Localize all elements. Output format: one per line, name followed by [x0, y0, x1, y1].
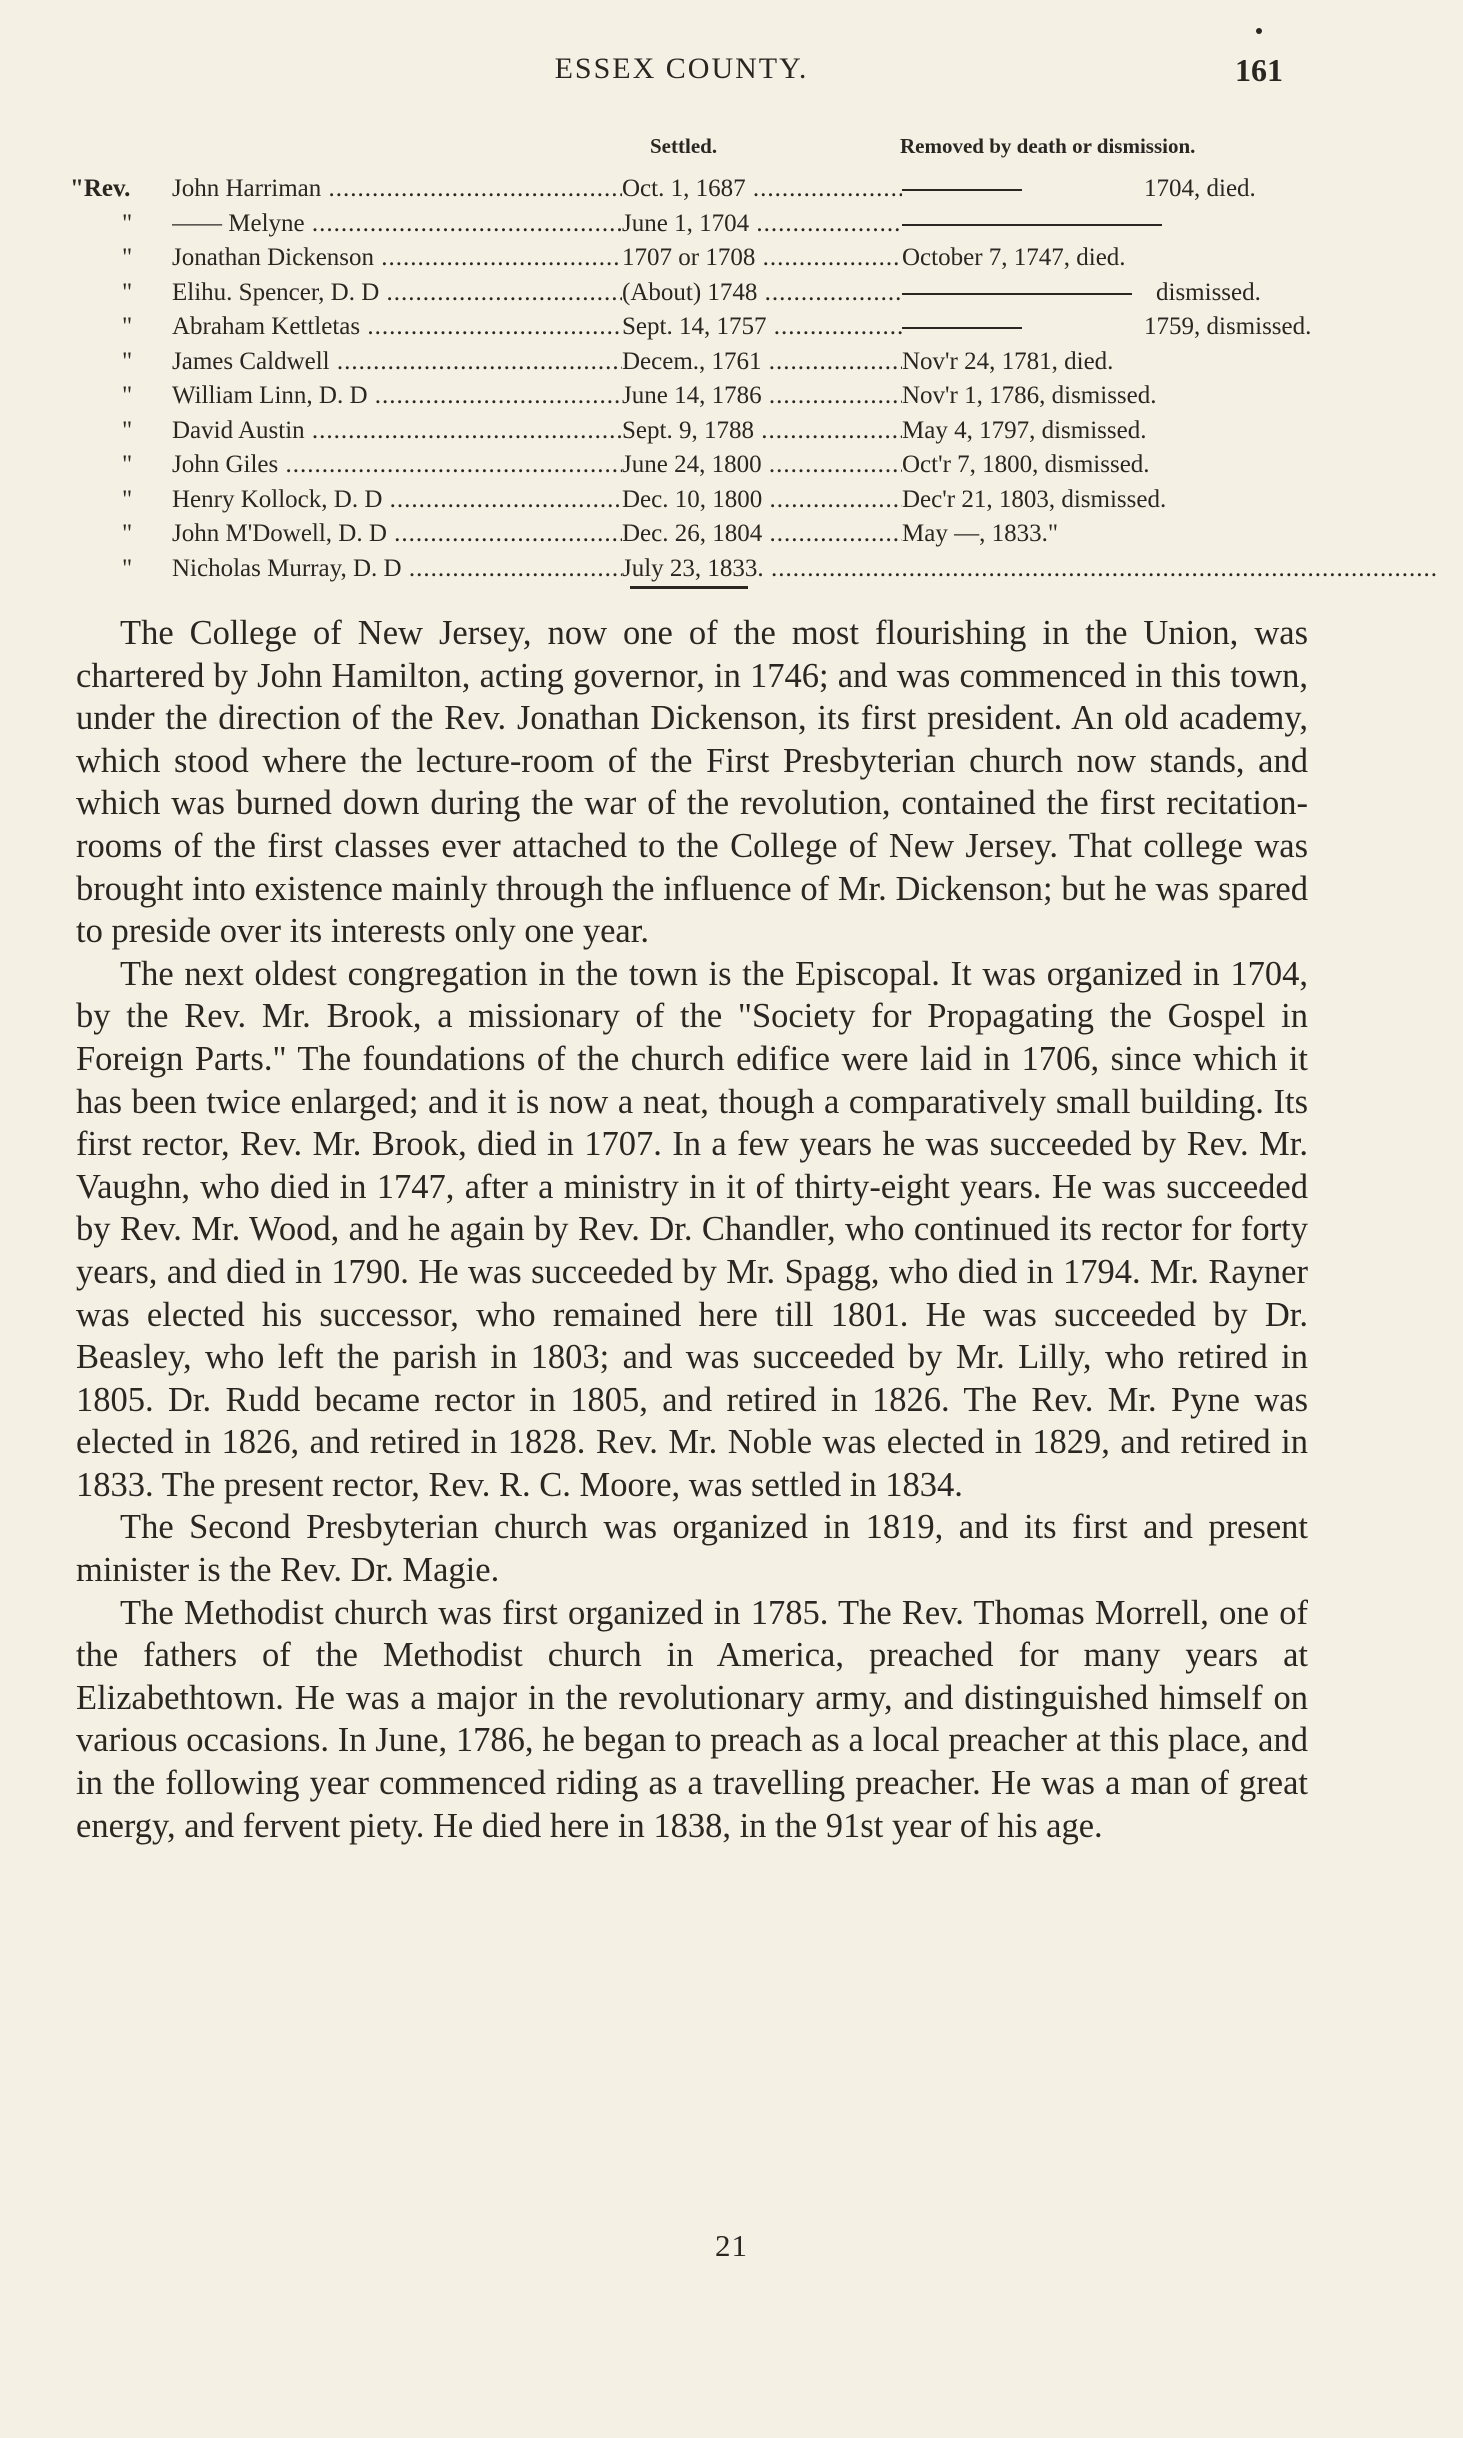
table-row — [70, 448, 1290, 483]
paragraph: The next oldest congregation in the town is the Episcopal. It was organized in 1704, by the Rev. Mr. Brook, a missionary of the "Society for Propagating the Gospel in Foreign Parts." The foundations of the church edifice were laid in 1706, since which it has been twice enlarged; and it is now a neat, though a comparatively small building. Its first rector, Rev. Mr. Brook, died in 1707. In a few years he was succeeded by Rev. Mr. Vaughn, who died in 1747, after a ministry in it of thirty-eight years. He was succeeded by Rev. Mr. Wood, and he again by Rev. Dr. Chandler, who continued its rector for forty years, and died in 1790. He was succeeded by Mr. Spagg, who died in 1794. Mr. Rayner was elected his successor, who remained here till 1801. He was succeeded by Dr. Beasley, who left the parish in 1803; and was succeeded by Mr. Lilly, who retired in 1805. Dr. Rudd became rector in 1805, and retired in 1826. The Rev. Mr. Pyne was elected in 1826, and retired in 1828. Rev. Mr. Noble was elected in 1829, and retired in 1833. The present rector, Rev. R. C. Moore, was settled in 1834. — [76, 954, 1308, 1504]
minister-name: John M'Dowell, D. D ..... — [172, 517, 622, 552]
minister-name: Elihu. Spencer, D. D ..... — [172, 276, 622, 311]
paragraph: The Second Presbyterian church was organized in 1819, and its first and present minister is the Rev. Dr. Magie. — [76, 1508, 1308, 1590]
row-prefix: " — [122, 278, 133, 306]
row-prefix: " — [122, 244, 133, 271]
removed-text: October 7, 1747, died. — [902, 241, 1352, 276]
settled-date: Dec. 10, 1800 ..... — [622, 483, 958, 518]
minister-name: William Linn, D. D ..... — [172, 379, 622, 414]
minister-name: Jonathan Dickenson ..... — [172, 241, 622, 276]
removed-text: Oct'r 7, 1800, dismissed. — [902, 448, 1352, 483]
settled-date: Dec. 26, 1804 ..... — [622, 517, 958, 552]
row-prefix: " — [122, 520, 133, 547]
table-row — [70, 552, 1290, 587]
table-row — [70, 345, 1290, 380]
settled-date: 1707 or 1708 ..... — [622, 241, 958, 276]
table-row — [70, 207, 1290, 242]
removed-text: dismissed. — [1156, 278, 1261, 306]
settled-date: July 23, 1833. ..... — [622, 552, 958, 587]
row-prefix: " — [122, 209, 133, 237]
table-row — [70, 483, 1290, 518]
settled-date: June 1, 1704 ..... — [622, 207, 958, 242]
removed-text: Nov'r 24, 1781, died. — [902, 345, 1352, 380]
removed-column-header: Removed by death or dismission. — [900, 134, 1196, 158]
running-head — [80, 52, 1283, 98]
minister-name: David Austin ..... — [172, 414, 622, 449]
removed-text: 1759, dismissed. — [1144, 313, 1312, 340]
page-number: 161 — [1235, 52, 1283, 88]
removed-info — [902, 276, 1352, 311]
minister-name: John Harriman ..... — [172, 172, 622, 207]
settled-date: Decem., 1761 ..... — [622, 345, 958, 380]
table-row — [70, 310, 1312, 345]
row-prefix: " — [122, 347, 133, 375]
removed-text: 1704, died. — [1144, 175, 1256, 202]
removed-text: Nov'r 1, 1786, dismissed. — [902, 379, 1352, 414]
section-rule — [630, 586, 748, 589]
dash-rule — [902, 224, 1162, 226]
table-row — [70, 517, 1290, 552]
ministers-table — [70, 130, 1312, 586]
minister-name: Abraham Kettletas ..... — [172, 310, 622, 345]
page-title: ESSEX COUNTY. — [554, 52, 809, 85]
table-row — [70, 172, 1290, 207]
removed-text: Dec'r 21, 1803, dismissed. — [902, 483, 1352, 518]
minister-name: Nicholas Murray, D. D ..... — [172, 552, 622, 587]
table-row — [70, 241, 1290, 276]
settled-date: Sept. 9, 1788 ..... — [622, 414, 958, 449]
removed-text: May 4, 1797, dismissed. — [902, 414, 1352, 449]
table-row — [70, 276, 1290, 311]
signature-mark: 21 — [715, 2228, 748, 2263]
removed-info — [902, 207, 1352, 242]
ink-speck — [1256, 28, 1262, 34]
settled-column-header: Settled. — [650, 134, 718, 158]
row-prefix: " — [122, 485, 133, 513]
dash-rule — [902, 293, 1132, 295]
removed-info — [902, 310, 1352, 345]
paragraph: The College of New Jersey, now one of the most flourishing in the Union, was chartered by John Hamilton, acting governor, in 1746; and was commenced in this town, under the direction of the Rev. Jonathan Dickenson, its first president. An old academy, which stood where the lecture-room of the First Presbyterian church now stands, and which was burned down during the war of the revolution, contained the first recitation-rooms of the first classes ever attached to the College of New Jersey. That college was brought into existence mainly through the influence of Mr. Dickenson; but he was spared to preside over its interests only one year. — [76, 614, 1308, 951]
settled-date: June 24, 1800 ..... — [622, 448, 958, 483]
minister-name: John Giles ..... — [172, 448, 622, 483]
body-text — [76, 612, 1308, 1847]
minister-name: James Caldwell ..... — [172, 345, 622, 380]
settled-date: (About) 1748 ..... — [622, 276, 958, 311]
table-header — [70, 130, 1290, 172]
row-prefix: " — [122, 451, 133, 478]
table-row — [70, 414, 1290, 449]
row-prefix: " — [122, 382, 133, 409]
dash-rule — [902, 189, 1022, 191]
dash-rule — [902, 327, 1022, 329]
settled-date: Oct. 1, 1687 ..... — [622, 172, 958, 207]
settled-date: Sept. 14, 1757 ..... — [622, 310, 958, 345]
minister-name: —— Melyne ..... — [172, 207, 622, 242]
table-row — [70, 379, 1290, 414]
minister-name: Henry Kollock, D. D ..... — [172, 483, 622, 518]
row-prefix: " — [122, 416, 133, 444]
removed-text: May —, 1833." — [902, 517, 1352, 552]
row-prefix: " — [122, 313, 133, 340]
paragraph: The Methodist church was first organized in 1785. The Rev. Thomas Morrell, one of the fathers of the Methodist church in America, preached for many years at Elizabethtown. He was a major in the revolutionary army, and distinguished himself on various occasions. In June, 1786, he began to preach as a local preacher at this place, and in the following year commenced riding as a travelling preacher. He was a man of great energy, and fervent piety. He died here in 1838, in the 91st year of his age. — [76, 1593, 1308, 1845]
row-prefix: " — [122, 554, 133, 582]
row-prefix: "Rev. — [70, 175, 131, 202]
settled-date: June 14, 1786 ..... — [622, 379, 958, 414]
removed-info — [902, 172, 1352, 207]
